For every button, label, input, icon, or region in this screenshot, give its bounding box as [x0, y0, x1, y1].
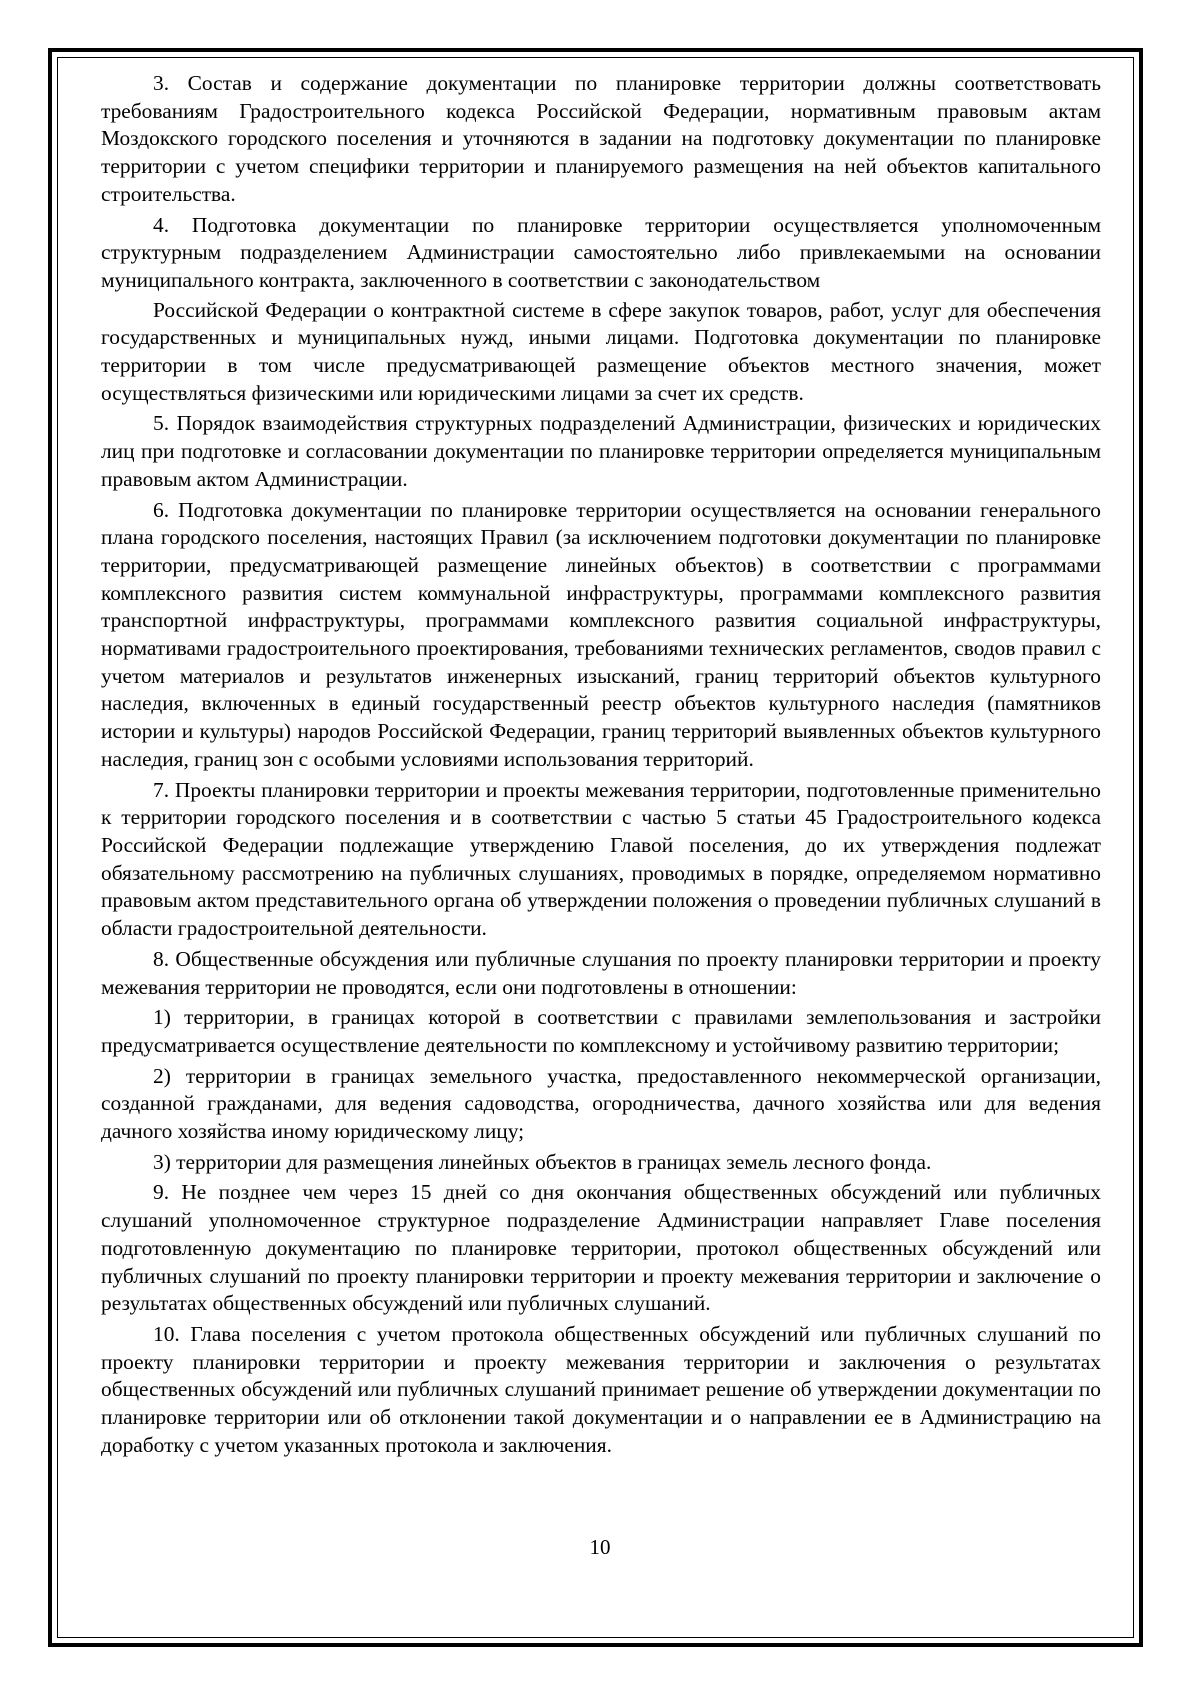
paragraph-6: 6. Подготовка документации по планировке территории осуществляется на основании генерального плана городского поселения, настоящих Правил (за исключением подготовки документации по планировке территории, предусматривающей размещение линейных объектов) в соответствии с программами комплексного развития систем коммунальной инфраструктуры, программами комплексного развития транспортной инфраструктуры, программами комплексного развития социальной инфраструктуры, нормативами градостроительного проектирования, требованиями технических регламентов, сводов правил с учетом материалов и результатов инженерных изысканий, границ территорий объектов культурного наследия, включенных в единый государственный реестр объектов культурного наследия (памятников истории и культуры) народов Российской Федерации, границ территорий выявленных объектов культурного наследия, границ зон с особыми условиями использования территорий. — [101, 497, 1101, 771]
paragraph-5: 5. Порядок взаимодействия структурных подразделений Администрации, физических и юридических лиц при подготовке и согласовании документации по планировке территории определяется муниципальным правовым актом Администрации. — [101, 411, 1101, 491]
paragraph-8: 8. Общественные обсуждения или публичные слушания по проекту планировки территории и проекту межевания территории не проводятся, если они подготовлены в отношении: — [101, 946, 1101, 999]
paragraph-7: 7. Проекты планировки территории и проекты межевания территории, подготовленные применительно к территории городского поселения и в соответствии с частью 5 статьи 45 Градостроительного кодекса Российской Федерации подлежащие утверждению Главой поселения, до их утверждения подлежат обязательному рассмотрению на публичных слушаниях, проводимых в порядке, определяемом нормативно правовым актом представительного органа об утверждении положения о проведении публичных слушаний в области градостроительной деятельности. — [101, 777, 1101, 941]
document-body — [101, 70, 1101, 1462]
paragraph-10: 10. Глава поселения с учетом протокола общественных обсуждений или публичных слушаний по проекту планировки территории и проекту межевания территории и заключения о результатах общественных обсуждений или публичных слушаний принимает решение об утверждении документации по планировке территории или об отклонении такой документации и о направлении ее в Администрацию на доработку с учетом указанных протокола и заключения. — [101, 1321, 1101, 1457]
page-number: 10 — [589, 1535, 611, 1559]
paragraph-4: 4. Подготовка документации по планировке территории осуществляется уполномоченным структурным подразделением Администрации самостоятельно либо привлекаемыми на основании муниципального контракта, заключенного в соответствии с законодательством — [101, 212, 1101, 292]
list-item-1: 1) территории, в границах которой в соответствии с правилами землепользования и застройки предусматривается осуществление деятельности по комплексному и устойчивому развитию территории; — [101, 1005, 1101, 1057]
paragraph-4-continued: Российской Федерации о контрактной системе в сфере закупок товаров, работ, услуг для обеспечения государственных и муниципальных нужд, иными лицами. Подготовка документации по планировке территории в том числе предусматривающей размещение объектов местного значения, может осуществляться физическими или юридическими лицами за счет их средств. — [101, 297, 1101, 405]
list-item-2: 2) территории в границах земельного участка, предоставленного некоммерческой организации, созданной гражданами, для ведения садоводства, огородничества, дачного хозяйства или для ведения дачного хозяйства иному юридическому лицу; — [101, 1063, 1101, 1144]
list-item-3: 3) территории для размещения линейных объектов в границах земель лесного фонда. — [153, 1149, 932, 1174]
paragraph-3: 3. Состав и содержание документации по планировке территории должны соответствовать требованиям Градостроительного кодекса Российской Федерации, нормативным правовым актам Моздокского городского поселения и уточняются в задании на подготовку документации по планировке территории с учетом специфики территории и планируемого размещения на ней объектов капитального строительства. — [101, 71, 1101, 206]
paragraph-9: 9. Не позднее чем через 15 дней со дня окончания общественных обсуждений или публичных слушаний уполномоченное структурное подразделение Администрации направляет Главе поселения подготовленную документацию по планировке территории, протокол общественных обсуждений или публичных слушаний по проекту планировки территории и проекту межевания территории и заключение о результатах общественных обсуждений или публичных слушаний. — [101, 1180, 1101, 1316]
